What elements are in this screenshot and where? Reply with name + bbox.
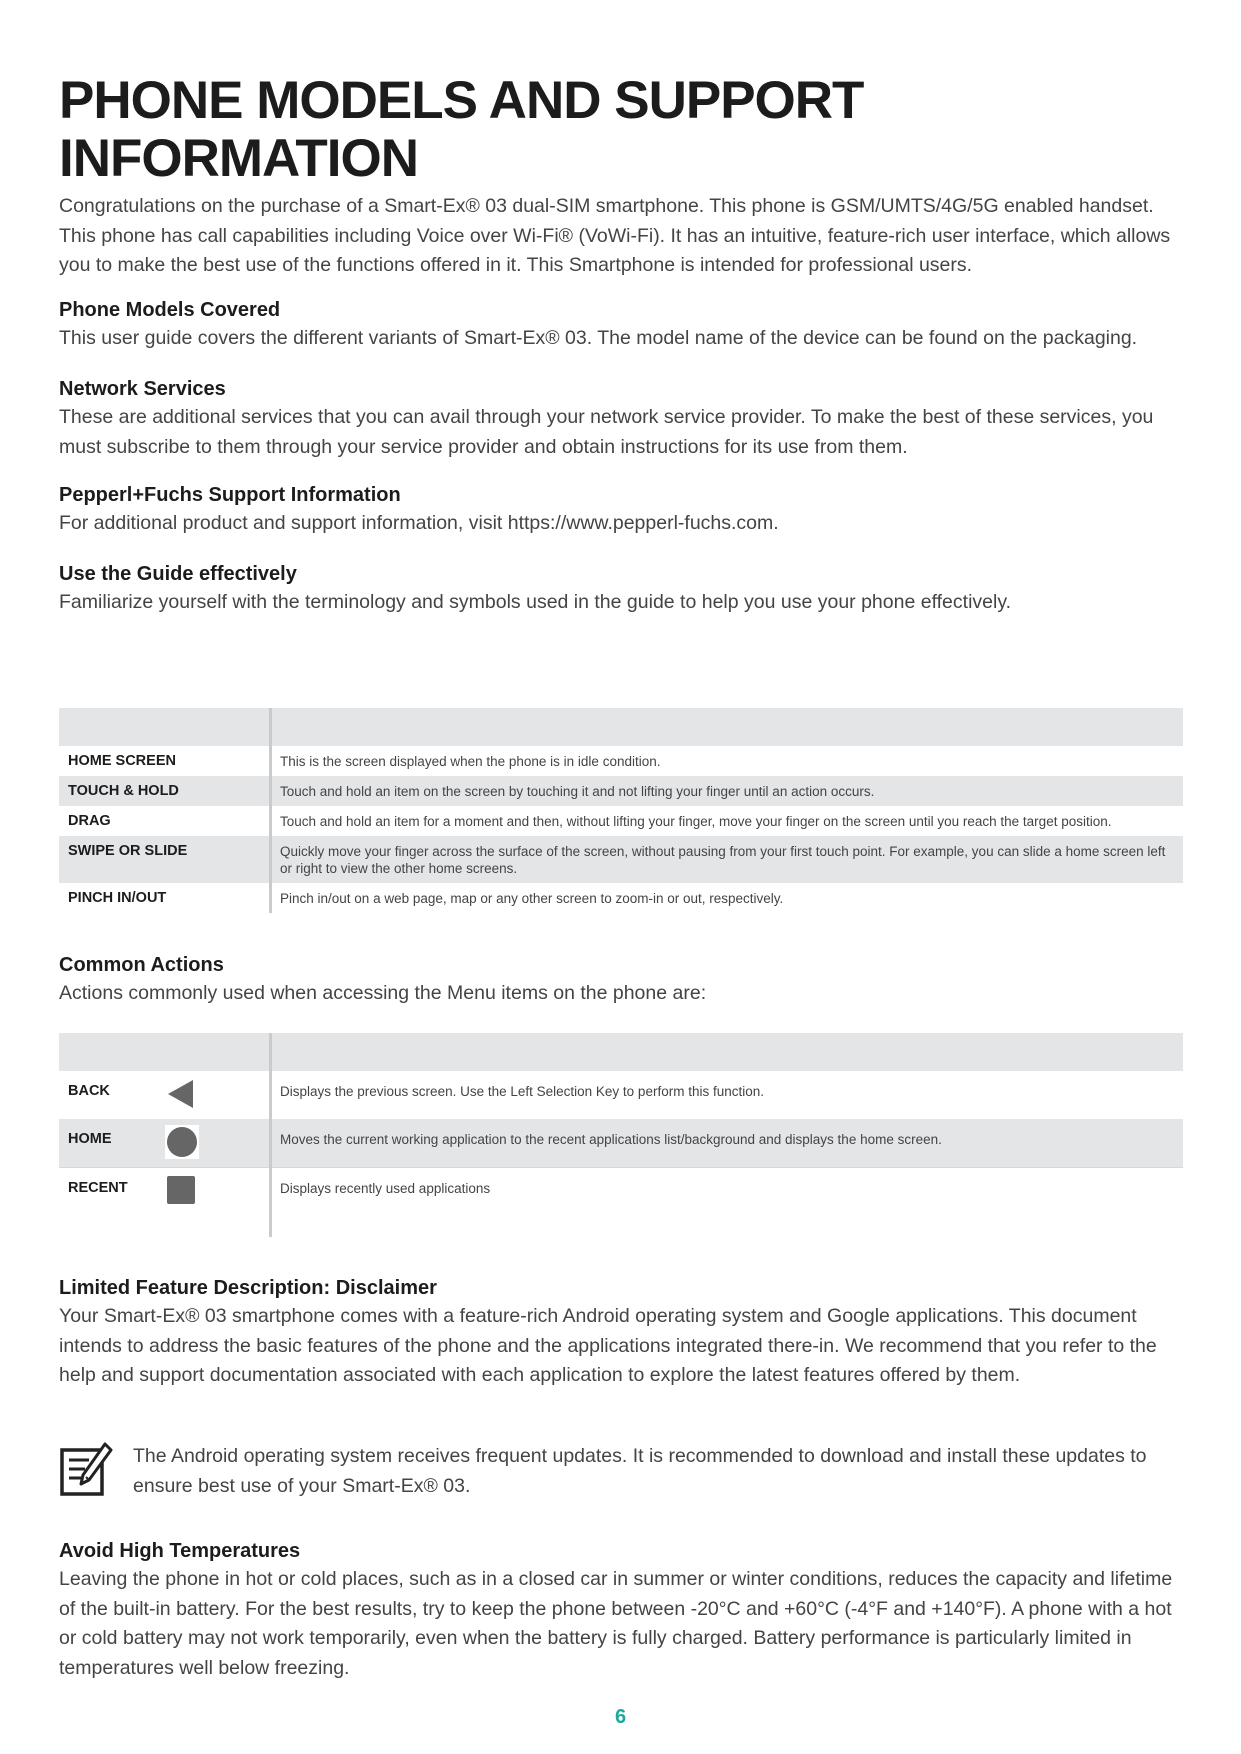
action-description: Moves the current working application to the recent applications list/background and displays the home screen. xyxy=(271,1119,1184,1167)
action-label: RECENT xyxy=(68,1179,128,1196)
page-number: 6 xyxy=(614,1706,627,1728)
section-heading: Phone Models Covered xyxy=(59,299,281,321)
action-description: Displays recently used applications xyxy=(271,1167,1184,1237)
term-label: SWIPE OR SLIDE xyxy=(59,836,271,883)
section-heading: Avoid High Temperatures xyxy=(59,1540,301,1562)
action-label: HOME xyxy=(68,1131,112,1147)
terminology-table xyxy=(59,708,1183,913)
term-label: TOUCH & HOLD xyxy=(59,776,271,806)
action-description: Displays the previous screen. Use the Left Selection Key to perform this function. xyxy=(271,1071,1184,1119)
home-circle-icon xyxy=(165,1125,199,1159)
section-disclaimer xyxy=(59,1274,1183,1391)
section-heading: Pepperl+Fuchs Support Information xyxy=(59,484,401,506)
term-description: Quickly move your finger across the surface of the screen, without pausing from your first touch point. For example, you can slide a home screen left or right to view the other home screens. xyxy=(271,836,1184,883)
action-cell xyxy=(59,1167,271,1237)
section-text: Actions commonly used when accessing the Menu items on the phone are: xyxy=(59,982,707,1004)
back-triangle-icon xyxy=(165,1077,195,1111)
section-text: Leaving the phone in hot or cold places, such as in a closed car in summer or winter conditions, reduces the capacity and lifetime of the built-in battery. For the best results, try to keep the phone between -20°C and +60°C (-4°F and +140°F). A phone with a hot or cold battery may not work temporarily, even when the battery is fully charged. Battery performance is particularly limited in temperatures well below freezing. xyxy=(59,1568,1173,1679)
page-header xyxy=(59,72,1183,281)
action-label: BACK xyxy=(68,1083,110,1099)
section-support-info xyxy=(59,481,1183,539)
section-heading: Common Actions xyxy=(59,954,224,976)
table-row xyxy=(59,1071,1183,1119)
table-row xyxy=(59,1119,1183,1167)
table-header-row xyxy=(59,1033,1183,1071)
term-label: PINCH IN/OUT xyxy=(68,890,167,906)
section-network-services xyxy=(59,375,1183,462)
term-description: Pinch in/out on a web page, map or any other screen to zoom-in or out, respectively. xyxy=(271,883,1184,913)
section-heading: Use the Guide effectively xyxy=(59,563,297,585)
table-row xyxy=(59,746,1183,776)
note-box xyxy=(59,1442,1183,1501)
term-description: Touch and hold an item on the screen by touching it and not lifting your finger until an action occurs. xyxy=(271,776,1184,806)
section-text: These are additional services that you can avail through your network service provider. To make the best of these services, you must subscribe to them through your service provider and obtain instructions for its use from them. xyxy=(59,406,1154,458)
term-description: This is the screen displayed when the phone is in idle condition. xyxy=(271,746,1184,776)
section-temperatures xyxy=(59,1537,1183,1683)
recent-square-icon xyxy=(165,1174,197,1206)
section-text: This user guide covers the different variants of Smart-Ex® 03. The model name of the device can be found on the packaging. xyxy=(59,327,1138,349)
note-text: The Android operating system receives frequent updates. It is recommended to download and install these updates to ensure best use of your Smart-Ex® 03. xyxy=(133,1445,1147,1497)
section-heading: Network Services xyxy=(59,378,226,400)
section-text: For additional product and support information, visit https://www.pepperl-fuchs.com. xyxy=(59,512,779,534)
table-row xyxy=(59,883,1183,913)
table-header-row xyxy=(59,708,1183,746)
section-phone-models xyxy=(59,296,1183,354)
section-text: Familiarize yourself with the terminology and symbols used in the guide to help you use your phone effectively. xyxy=(59,591,1012,613)
intro-paragraph: Congratulations on the purchase of a Smart-Ex® 03 dual-SIM smartphone. This phone is GSM/UMTS/4G/5G enabled handset. This phone has call capabilities including Voice over Wi-Fi® (VoWi-Fi). It has an intuitive, feature-rich user interface, which allows you to make the best use of the functions offered in it. This Smartphone is intended for professional users. xyxy=(59,195,1171,276)
section-common-actions xyxy=(59,951,1183,1009)
action-cell xyxy=(59,1119,271,1167)
page-title: PHONE MODELS AND SUPPORT INFORMATION xyxy=(59,71,864,188)
section-use-guide xyxy=(59,560,1183,618)
note-pencil-icon xyxy=(59,1442,113,1498)
table-row xyxy=(59,776,1183,806)
term-label: DRAG xyxy=(68,813,111,829)
section-heading: Limited Feature Description: Disclaimer xyxy=(59,1277,437,1299)
table-row xyxy=(59,836,1183,883)
action-cell xyxy=(59,1071,271,1119)
table-row xyxy=(59,806,1183,836)
section-text: Your Smart-Ex® 03 smartphone comes with a feature-rich Android operating system and Google applications. This document intends to address the basic features of the phone and the applications integrated there-in. We recommend that you refer to the help and support documentation associated with each application to explore the latest features offered by them. xyxy=(59,1305,1157,1386)
table-row xyxy=(59,1167,1183,1237)
actions-table xyxy=(59,1033,1183,1237)
term-label: HOME SCREEN xyxy=(68,753,176,769)
term-description: Touch and hold an item for a moment and then, without lifting your finger, move your finger on the screen until you reach the target position. xyxy=(271,806,1184,836)
